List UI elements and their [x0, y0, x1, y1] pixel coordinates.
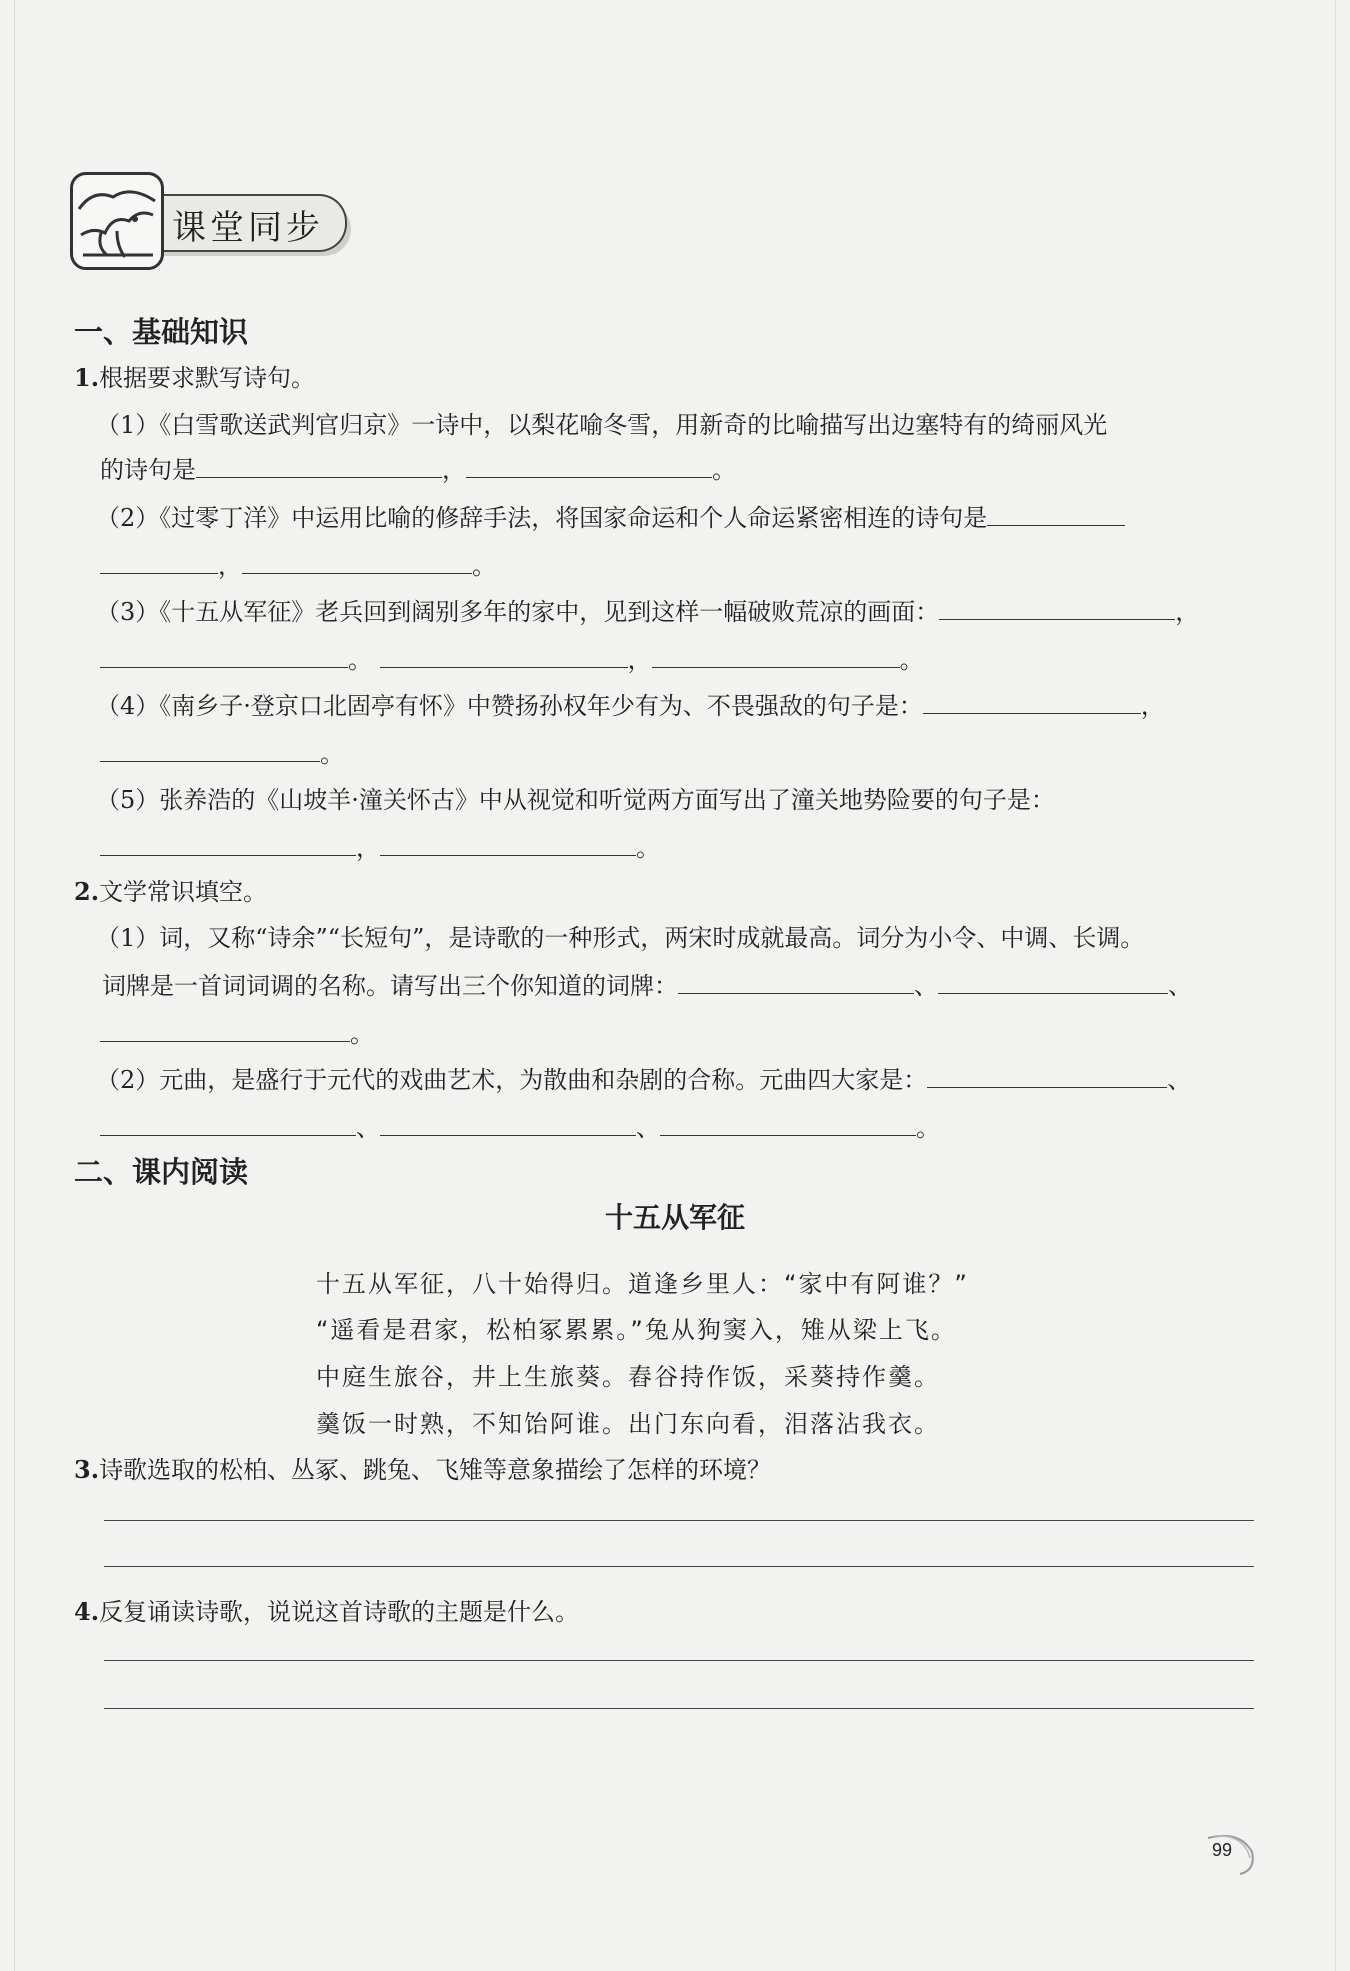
punct: 。 — [320, 740, 344, 768]
q1-item2-prompt: （2）《过零丁洋》中运用比喻的修辞手法，将国家命运和个人命运紧密相连的诗句是 — [96, 504, 988, 532]
answer-blank[interactable] — [927, 1065, 1167, 1088]
answer-blank[interactable] — [380, 1113, 636, 1136]
page-edge-right — [1335, 0, 1336, 1971]
q1-item4-prompt: （4）《南乡子·登京口北固亭有怀》中赞扬孙权年少有为、不畏强敌的句子是： — [96, 692, 923, 720]
answer-blank[interactable] — [660, 1113, 916, 1136]
question-2 — [74, 872, 267, 907]
answer-blank[interactable] — [987, 503, 1125, 526]
answer-blank[interactable] — [939, 597, 1175, 620]
answer-blank[interactable] — [242, 551, 472, 574]
question-text: 反复诵读诗歌，说说这首诗歌的主题是什么。 — [99, 1598, 580, 1626]
answer-blank[interactable] — [380, 833, 636, 856]
q2-item1-line2: 词牌是一首词词调的名称。请写出三个你知道的词牌： — [102, 972, 678, 1000]
punct: ， — [1175, 598, 1200, 626]
punct: 。 — [916, 1114, 940, 1142]
answer-blank[interactable] — [196, 455, 442, 478]
poem-line: 羹饭一时熟，不知饴阿谁。出门东向看，泪落沾我衣。 — [316, 1410, 940, 1438]
answer-blank[interactable] — [652, 645, 900, 668]
dinosaur-emblem-icon — [70, 172, 164, 270]
section-heading-basic-knowledge: 一、基础知识 — [74, 315, 249, 349]
q2-item2-prompt: （2）元曲，是盛行于元代的戏曲艺术，为散曲和杂剧的合称。元曲四大家是： — [96, 1066, 928, 1094]
badge-title: 课堂同步 — [172, 208, 324, 248]
q1-item3-row — [96, 592, 1199, 627]
answer-blank[interactable] — [380, 645, 628, 668]
q2-item1-line1: （1）词，又称“诗余”“长短句”，是诗歌的一种形式，两宋时成就最高。词分为小令、中调、长调。 — [96, 924, 1145, 952]
q1-item5-prompt: （5）张养浩的《山坡羊·潼关怀古》中从视觉和听觉两方面写出了潼关地势险要的句子是： — [96, 786, 1055, 814]
punct: 。 — [712, 456, 736, 484]
answer-blank[interactable] — [466, 455, 712, 478]
question-1 — [74, 358, 315, 393]
punct: 、 — [1167, 1066, 1192, 1094]
q2-item2-row — [96, 1060, 1191, 1095]
punct: 、 — [636, 1114, 660, 1142]
page-number: 99 — [1212, 1840, 1233, 1860]
answer-blank[interactable] — [678, 971, 914, 994]
punct: ， — [627, 646, 652, 674]
punct: 。 — [636, 834, 660, 862]
punct: ， — [442, 456, 466, 484]
punct: 。 — [350, 1020, 374, 1048]
q1-item2-answer-row — [100, 546, 496, 581]
section-badge — [70, 172, 350, 268]
page-number-badge — [1200, 1830, 1260, 1876]
answer-line[interactable] — [104, 1566, 1254, 1567]
punct: 、 — [914, 972, 938, 1000]
question-number: 2. — [74, 877, 100, 906]
question-number: 3. — [74, 1455, 100, 1484]
q1-item4-row — [96, 686, 1165, 721]
answer-blank[interactable] — [100, 1113, 356, 1136]
answer-line[interactable] — [104, 1660, 1254, 1661]
punct: 。 — [899, 646, 924, 674]
question-4 — [74, 1592, 579, 1627]
poem-line: 十五从军征，八十始得归。道逢乡里人：“家中有阿谁？” — [316, 1270, 969, 1298]
answer-blank[interactable] — [100, 551, 218, 574]
q1-item4-answer-row — [100, 734, 344, 769]
q1-item3-prompt: （3）《十五从军征》老兵回到阔别多年的家中，见到这样一幅破败荒凉的画面： — [96, 598, 940, 626]
punct: ， — [356, 834, 380, 862]
poem-line: “遥看是君家，松柏冢累累。”兔从狗窦入，雉从梁上飞。 — [316, 1316, 957, 1344]
section-heading-in-class-reading: 二、课内阅读 — [74, 1155, 249, 1189]
q1-item1-prompt: （1）《白雪歌送武判官归京》一诗中，以梨花喻冬雪，用新奇的比喻描写出边塞特有的绮丽风光 — [96, 411, 1108, 439]
question-number: 1. — [74, 363, 100, 392]
answer-blank[interactable] — [923, 691, 1141, 714]
q1-item5-answer-row — [100, 828, 660, 863]
q1-item3-answer-row — [100, 640, 924, 675]
q2-item1-answer-row2 — [100, 1014, 374, 1049]
question-text: 根据要求默写诗句。 — [99, 364, 316, 392]
q1-item2-row — [96, 498, 1125, 533]
answer-blank[interactable] — [100, 833, 356, 856]
punct: ， — [218, 552, 242, 580]
question-text: 诗歌选取的松柏、丛冢、跳兔、飞雉等意象描绘了怎样的环境？ — [99, 1456, 772, 1484]
q2-item1-answer-row — [102, 966, 1192, 1001]
q2-item2-answer-row — [100, 1108, 940, 1143]
punct: 。 — [472, 552, 496, 580]
question-3 — [74, 1450, 771, 1485]
punct: 、 — [356, 1114, 380, 1142]
punct: ， — [1140, 692, 1165, 720]
page-edge-left — [14, 0, 15, 1971]
punct: 。 — [348, 646, 372, 674]
question-number: 4. — [74, 1597, 100, 1626]
punct: 、 — [1168, 972, 1192, 1000]
answer-line[interactable] — [104, 1520, 1254, 1521]
q1-item1-label: 的诗句是 — [100, 456, 196, 484]
answer-blank[interactable] — [100, 1019, 350, 1042]
question-text: 文学常识填空。 — [99, 878, 268, 906]
answer-blank[interactable] — [100, 739, 320, 762]
answer-line[interactable] — [104, 1708, 1254, 1709]
poem-line: 中庭生旅谷，井上生旅葵。舂谷持作饭，采葵持作羹。 — [316, 1363, 940, 1391]
q1-item1-answer-row — [100, 450, 736, 485]
answer-blank[interactable] — [938, 971, 1168, 994]
poem-title: 十五从军征 — [604, 1201, 745, 1234]
answer-blank[interactable] — [100, 645, 348, 668]
